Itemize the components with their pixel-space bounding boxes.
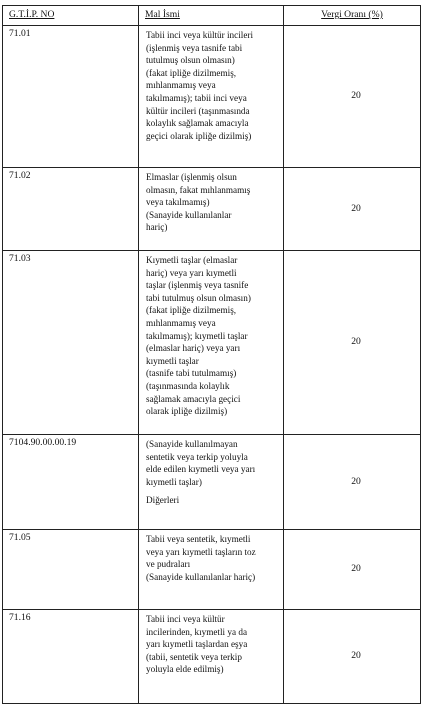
description-line: (Sanayide kullanılanlar xyxy=(146,209,232,220)
cell-gtip-code: 71.05 xyxy=(3,530,139,610)
description-line: (Sanayide kullanılanlar hariç) xyxy=(146,571,256,582)
description-line: olarak ipliğe dizilmiş) xyxy=(146,406,228,417)
header-rate-label: Vergi Oranı (%) xyxy=(321,9,383,20)
description-line: ve pudraları xyxy=(146,559,191,570)
cell-gtip-code: 71.01 xyxy=(3,26,139,168)
description-line: kültür incileri (taşınmasında xyxy=(146,105,250,116)
tax-rate-value: 20 xyxy=(351,90,361,102)
description-line: (fakat ipliğe dizilmemiş, xyxy=(146,67,237,78)
description-line: (tasnife tabi tutulmamış) xyxy=(146,368,237,379)
description-line: takılmamış); kıymetli taşlar xyxy=(146,330,248,341)
header-description-label: Mal İsmi xyxy=(145,9,180,20)
cell-tax-rate xyxy=(284,530,421,610)
tax-rate-value: 20 xyxy=(351,475,361,487)
description-line: hariç) veya yarı kıymetli xyxy=(146,267,237,278)
description-line: sağlamak amacıyla geçici xyxy=(146,393,241,404)
description-line: Elmaslar (işlenmiş olsun xyxy=(146,172,237,182)
tax-rate-value: 20 xyxy=(351,202,361,214)
description-line: mıhlanmamış veya xyxy=(146,317,216,328)
description-line: (fakat ipliğe dizilmemiş, xyxy=(146,305,237,316)
description-line: tabi tutulmuş olsun olmasın) xyxy=(146,292,251,303)
description-line: hariç) xyxy=(146,222,168,233)
header-code-label: G.T.İ.P. NO xyxy=(9,9,55,20)
cell-tax-rate xyxy=(284,435,421,530)
tax-rate-value: 20 xyxy=(351,336,361,348)
description-line: (Sanayide kullanılmayan xyxy=(146,439,238,449)
description-line: Diğerleri xyxy=(146,495,180,506)
cell-gtip-code: 71.02 xyxy=(3,168,139,251)
cell-description xyxy=(139,530,284,610)
description-line: incilerinden, kıymetli ya da xyxy=(146,626,248,637)
table-body xyxy=(3,26,421,704)
cell-tax-rate xyxy=(284,168,421,251)
description-line: Tabii inci veya kültür xyxy=(146,614,225,624)
table-row xyxy=(3,168,421,251)
header-row xyxy=(3,6,421,26)
cell-gtip-code: 7104.90.00.00.19 xyxy=(3,435,139,530)
table-row xyxy=(3,530,421,610)
table-row xyxy=(3,610,421,704)
description-line: takılmamış); tabii inci veya xyxy=(146,92,247,103)
header-code xyxy=(3,6,139,26)
description-line: veya yarı kıymetli taşların toz xyxy=(146,546,256,557)
cell-description xyxy=(139,251,284,435)
description-line: taşlar (işlenmiş veya tasnife xyxy=(146,280,249,291)
description-line: kıymetli taşlar xyxy=(146,355,199,366)
description-line: (işlenmiş veya tasnife tabi xyxy=(146,42,243,53)
description-line: mıhlanmamış veya xyxy=(146,80,216,91)
table-row xyxy=(3,251,421,435)
description-line: kolaylık sağlamak amacıyla xyxy=(146,118,249,129)
tax-rate-value: 20 xyxy=(351,650,361,662)
description-line: veya takılmamış) xyxy=(146,197,210,208)
description-line: (taşınmasında kolaylık xyxy=(146,380,230,391)
description-line: Tabii veya sentetik, kıymetli xyxy=(146,534,251,544)
description-line: (elmaslar hariç) veya yarı xyxy=(146,343,241,354)
description-line: yoluyla elde edilmiş) xyxy=(146,664,224,675)
description-line: Tabii inci veya kültür incileri xyxy=(146,30,254,40)
cell-description xyxy=(139,610,284,704)
description-line: yarı kıymetli taşlardan eşya xyxy=(146,639,248,650)
header-description xyxy=(139,6,284,26)
description-line: elde edilen kıymetli veya yarı xyxy=(146,464,256,475)
cell-gtip-code: 71.16 xyxy=(3,610,139,704)
cell-gtip-code: 71.03 xyxy=(3,251,139,435)
header-rate xyxy=(284,6,421,26)
description-line: kıymetli taşlar) xyxy=(146,476,202,487)
table-row xyxy=(3,435,421,530)
description-line: geçici olarak ipliğe dizilmiş) xyxy=(146,130,252,141)
cell-tax-rate xyxy=(284,251,421,435)
cell-tax-rate xyxy=(284,26,421,168)
cell-tax-rate xyxy=(284,610,421,704)
description-line: sentetik veya terkip yoluyla xyxy=(146,451,248,462)
description-line: tutulmuş olsun olmasın) xyxy=(146,55,235,66)
table-row xyxy=(3,26,421,168)
cell-description xyxy=(139,26,284,168)
tax-rate-value: 20 xyxy=(351,563,361,575)
description-line: Kıymetli taşlar (elmaslar xyxy=(146,255,238,265)
description-line: olmasın, fakat mıhlanmamış xyxy=(146,184,251,195)
tariff-table xyxy=(2,5,421,704)
cell-description xyxy=(139,435,284,530)
description-line: (tabii, sentetik veya terkip xyxy=(146,651,242,662)
cell-description xyxy=(139,168,284,251)
